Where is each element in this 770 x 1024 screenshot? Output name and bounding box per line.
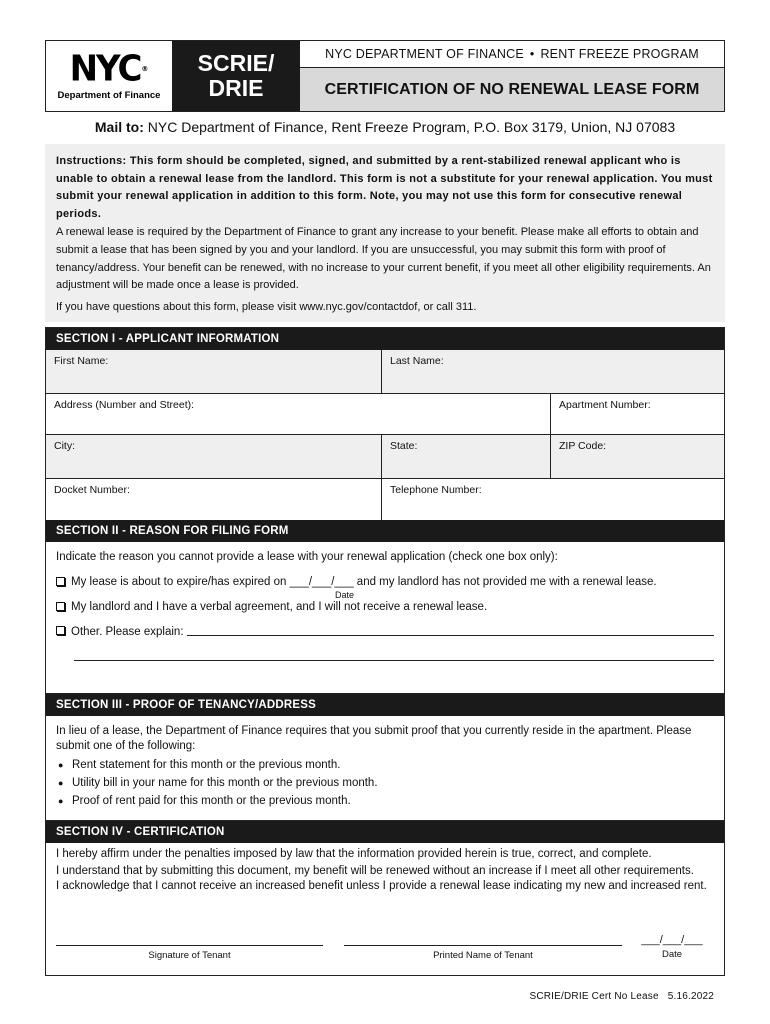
- department-banner: [300, 41, 724, 68]
- other-explain-line-2[interactable]: [74, 650, 714, 661]
- certification-line-2: I understand that by submitting this document, my benefit will be renewed without an increase if I meet all other requirements.: [56, 864, 694, 877]
- last-name-label: Last Name:: [390, 355, 444, 367]
- proof-item: ● Rent statement for this month or the previous month.: [56, 756, 714, 774]
- logo-registered-mark: ®: [141, 64, 149, 73]
- telephone-number-field[interactable]: [381, 479, 724, 520]
- expiry-date-label: Date: [335, 590, 355, 600]
- zip-code-label: ZIP Code:: [559, 440, 607, 452]
- lease-expiry-date-input[interactable]: ___/___/___: [289, 576, 354, 588]
- form-code-line1: SCRIE/: [197, 50, 275, 76]
- title-area: [300, 41, 724, 111]
- form-code-badge: [172, 41, 300, 111]
- other-explain-line[interactable]: [187, 625, 714, 636]
- signature-field[interactable]: [56, 945, 323, 961]
- printed-name-label: Printed Name of Tenant: [433, 950, 533, 961]
- form-code-line2: DRIE: [208, 75, 264, 101]
- logo-subtitle: Department of Finance: [57, 89, 161, 101]
- section-applicant-information: [45, 327, 725, 521]
- section3-title: SECTION III - PROOF OF TENANCY/ADDRESS: [46, 694, 724, 716]
- zip-code-field[interactable]: [550, 435, 724, 478]
- form-version: 5.16.2022: [667, 991, 714, 1002]
- reason-option-other: [56, 625, 724, 650]
- section-certification: [45, 821, 725, 976]
- program-name: RENT FREEZE PROGRAM: [540, 47, 699, 61]
- proof-item: ● Proof of rent paid for this month or the previous month.: [56, 792, 714, 810]
- telephone-number-label: Telephone Number:: [390, 484, 482, 496]
- option1-text-post: and my landlord has not provided me with a renewal lease.: [356, 576, 657, 588]
- reason-option-expired: [56, 575, 724, 600]
- form-footer: [529, 991, 714, 1002]
- certification-date-field[interactable]: [636, 935, 708, 960]
- address-label: Address (Number and Street):: [54, 399, 195, 411]
- form-title: CERTIFICATION OF NO RENEWAL LEASE FORM: [300, 68, 724, 111]
- checkbox-other[interactable]: [56, 626, 65, 635]
- section-reason-for-filing: [45, 520, 725, 694]
- logo-text: NYC: [69, 47, 141, 90]
- first-name-field[interactable]: [46, 350, 381, 393]
- docket-number-label: Docket Number:: [54, 484, 130, 496]
- first-name-label: First Name:: [54, 355, 109, 367]
- bullet-separator: •: [529, 47, 535, 61]
- reason-option-verbal: [56, 600, 724, 625]
- city-field[interactable]: [46, 435, 381, 478]
- signature-label: Signature of Tenant: [148, 950, 231, 961]
- checkbox-verbal-agreement[interactable]: [56, 602, 65, 611]
- instructions-questions-text: If you have questions about this form, please visit www.nyc.gov/contactdof, or call 311.: [56, 300, 477, 313]
- last-name-field[interactable]: [381, 350, 724, 393]
- state-label: State:: [390, 440, 418, 452]
- reason-intro: Indicate the reason you cannot provide a lease with your renewal application (check one box only):: [56, 551, 558, 563]
- section1-title: SECTION I - APPLICANT INFORMATION: [46, 328, 724, 350]
- certification-date-blank: ___/___/___: [641, 934, 703, 946]
- certification-line-3: I acknowledge that I cannot receive an increased benefit unless I provide a renewal lease indicating my new and increased rent.: [56, 880, 707, 892]
- certification-line-1: I hereby affirm under the penalties imposed by law that the information provided herein is true, correct, and complete.: [56, 848, 652, 860]
- checkbox-expired[interactable]: [56, 577, 65, 586]
- section2-title: SECTION II - REASON FOR FILING FORM: [46, 520, 724, 542]
- department-name: NYC DEPARTMENT OF FINANCE: [325, 47, 524, 61]
- certification-date-label: Date: [661, 949, 683, 960]
- section4-title: SECTION IV - CERTIFICATION: [46, 821, 724, 843]
- option3-text: Other. Please explain:: [71, 626, 184, 638]
- apartment-number-field[interactable]: [550, 394, 724, 434]
- printed-name-field[interactable]: [344, 945, 622, 961]
- apartment-number-label: Apartment Number:: [559, 399, 651, 411]
- option2-text: My landlord and I have a verbal agreement, and I will not receive a renewal lease.: [71, 601, 488, 613]
- instructions-box: [45, 144, 725, 322]
- proof-item: ● Utility bill in your name for this month or the previous month.: [56, 774, 714, 792]
- proof-intro: In lieu of a lease, the Department of Finance requires that you submit proof that you currently reside in the apartment. Please submit one of the following:: [56, 725, 692, 752]
- docket-number-field[interactable]: [46, 479, 381, 520]
- form-header: [45, 40, 725, 112]
- mail-to-label: Mail to:: [94, 119, 144, 135]
- mail-to-address: NYC Department of Finance, Rent Freeze Program, P.O. Box 3179, Union, NJ 07083: [147, 119, 676, 135]
- city-label: City:: [54, 440, 75, 452]
- option1-text-pre: My lease is about to expire/has expired on: [71, 576, 287, 588]
- nyc-logo: [46, 41, 172, 111]
- instructions-body-text: A renewal lease is required by the Department of Finance to grant any increase to your benefit. Please make all efforts to obtain and submit a lease that has been signed by you and your landlord. If you are unsuccessful, you may submit this form with proof of tenancy/address. Your benefit can be renewed, with no increase to your current benefit, if you meet all other eligibility requirements. An adjustment will be made once a lease is provided.: [56, 226, 711, 292]
- instructions-bold-text: Instructions: This form should be completed, signed, and submitted by a rent-stabilized renewal applicant who is unable to obtain a renewal lease from the landlord. This form is not a substitute for your renewal application. You must submit your renewal application in addition to this form. Note, you may not use this form for consecutive renewal periods.: [56, 155, 713, 220]
- address-field[interactable]: [46, 394, 550, 434]
- mail-to-line: [0, 119, 770, 135]
- form-id: SCRIE/DRIE Cert No Lease: [529, 991, 659, 1002]
- section-proof-of-tenancy: [45, 694, 725, 821]
- state-field[interactable]: [381, 435, 550, 478]
